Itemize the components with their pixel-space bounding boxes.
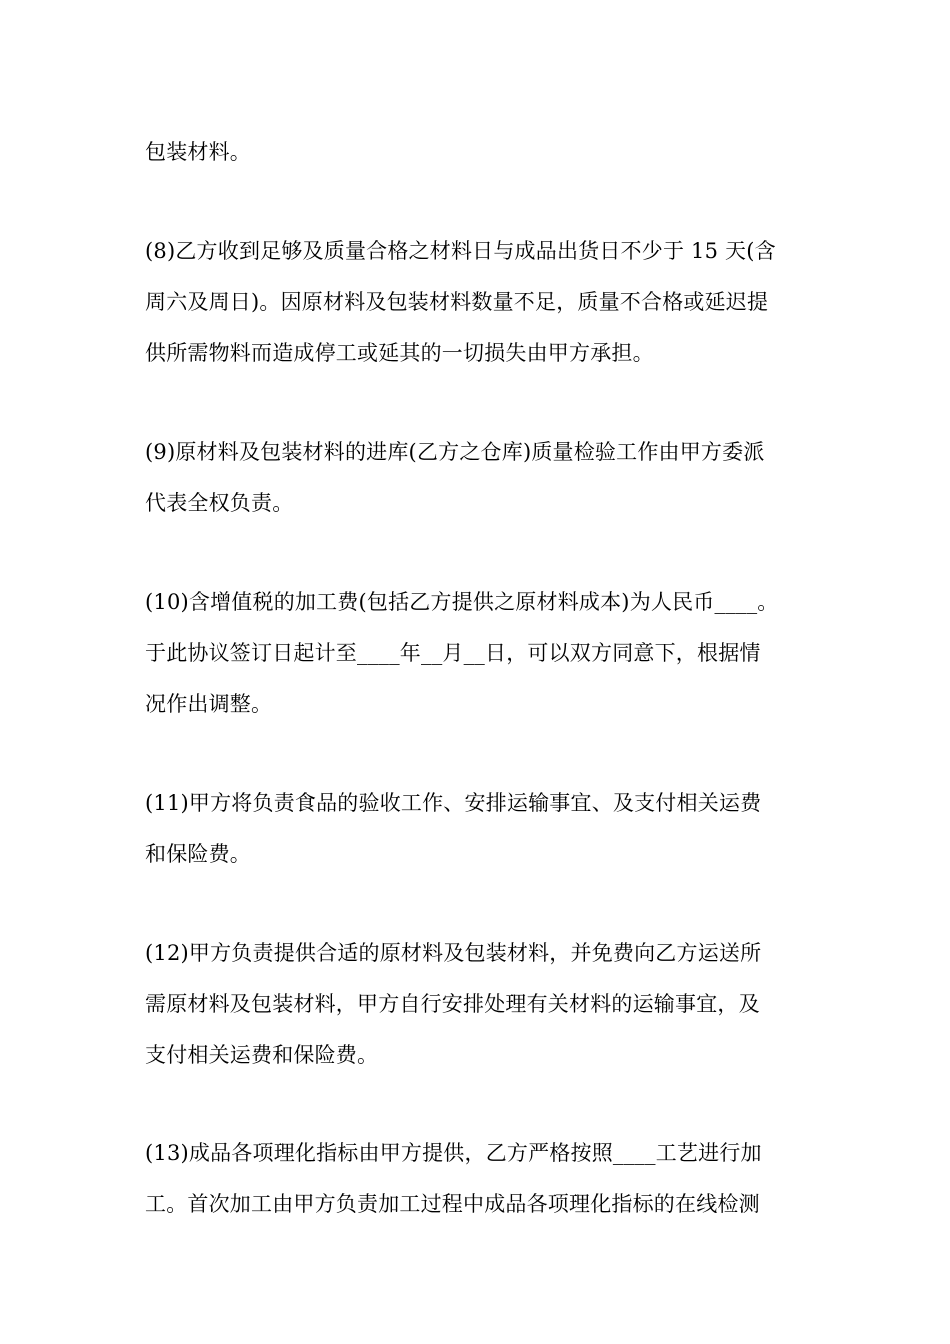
text-line: (8)乙方收到足够及质量合格之材料日与成品出货日不少于 15 天(含: [145, 239, 776, 263]
text-line: 供所需物料而造成停工或延其的一切损失由甲方承担。: [145, 341, 654, 365]
text-line: 于此协议签订日起计至____年__月__日，可以双方同意下，根据情: [145, 641, 761, 665]
text-line: 需原材料及包装材料，甲方自行安排处理有关材料的运输事宜，及: [145, 992, 760, 1016]
text-line: 和保险费。: [145, 842, 251, 866]
text-line: (13)成品各项理化指标由甲方提供，乙方严格按照____工艺进行加: [145, 1141, 762, 1165]
text-line: 况作出调整。: [145, 692, 273, 716]
text-line: (12)甲方负责提供合适的原材料及包装材料，并免费向乙方运送所: [145, 941, 762, 965]
text-line: 代表全权负责。: [145, 491, 294, 515]
text-line: (11)甲方将负责食品的验收工作、安排运输事宜、及支付相关运费: [145, 791, 762, 815]
text-line: 工。首次加工由甲方负责加工过程中成品各项理化指标的在线检测: [145, 1192, 760, 1216]
paragraph-clause-8: [145, 226, 815, 379]
text-line: 支付相关运费和保险费。: [145, 1043, 379, 1067]
paragraph-clause-12: [145, 928, 815, 1081]
paragraph-clause-13: [145, 1128, 815, 1230]
paragraph-clause-9: [145, 427, 815, 529]
text-line: (9)原材料及包装材料的进库(乙方之仓库)质量检验工作由甲方委派: [145, 440, 765, 464]
paragraph-clause-10: [145, 577, 815, 730]
paragraph-clause-11: [145, 778, 815, 880]
paragraph-continuation: [145, 127, 815, 178]
text-line: (10)含增值税的加工费(包括乙方提供之原材料成本)为人民币____。: [145, 590, 779, 614]
text-line: 周六及周日)。因原材料及包装材料数量不足，质量不合格或延迟提: [145, 290, 769, 314]
text-line: 包装材料。: [145, 140, 251, 164]
